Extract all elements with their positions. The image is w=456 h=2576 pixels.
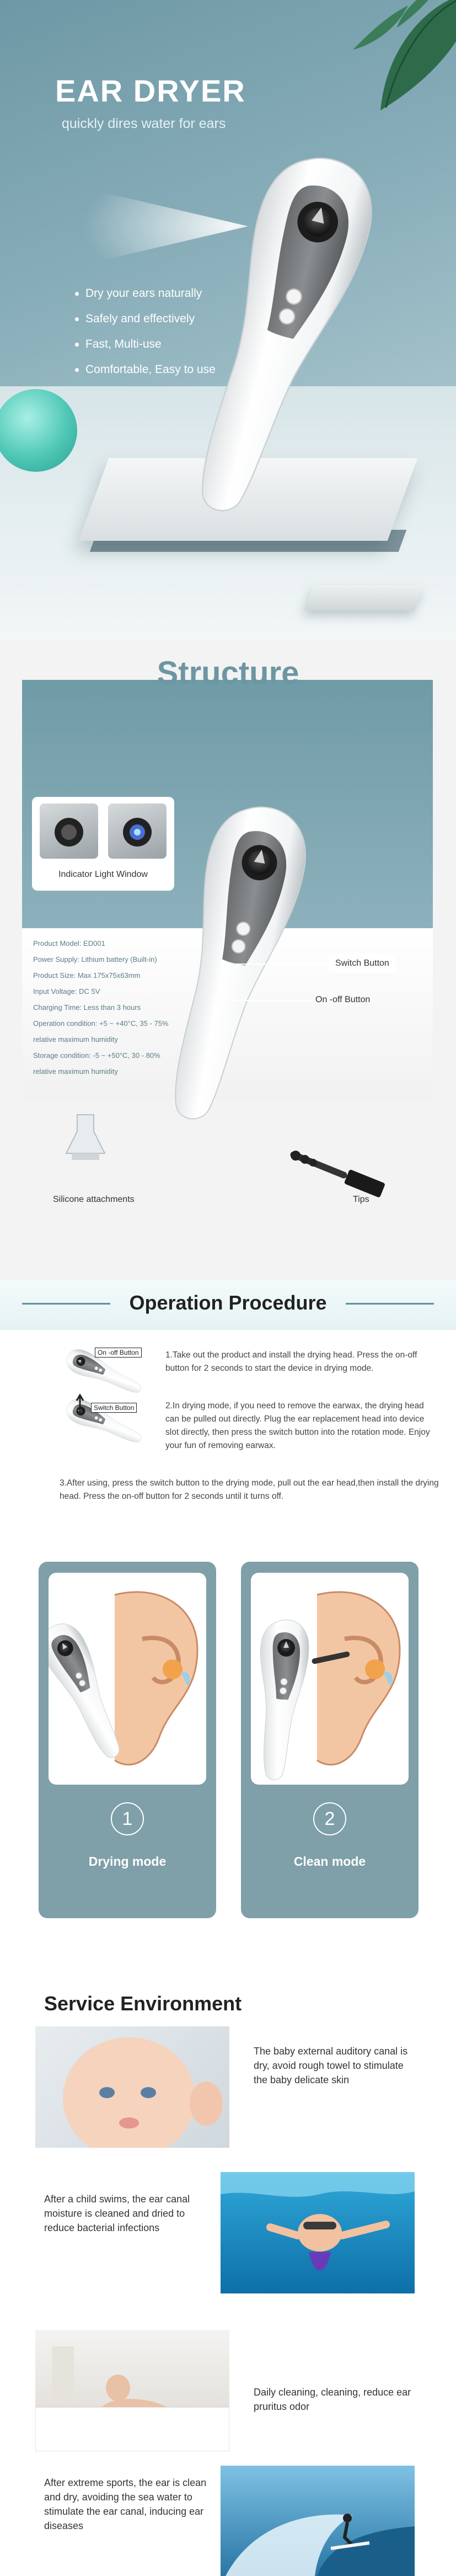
indicator-photo-off	[40, 803, 98, 859]
hero-title: EAR DRYER	[55, 73, 246, 108]
step2-text: 2.In drying mode, if you need to remove the earwax, the drying head can be pulled out directly. Plug the ear replacement head into device slot directly, then press the switch button into the rotation mode. Enjoy your fun of removing earwax.	[165, 1401, 430, 1450]
step2-device-icon	[58, 1391, 152, 1451]
bullet-icon	[75, 368, 79, 372]
feature-list	[75, 287, 216, 388]
drying-mode-card	[39, 1562, 216, 1918]
drying-mode-illustration	[49, 1573, 206, 1785]
feature-item: Safely and effectively	[75, 312, 216, 326]
ear-anatomy-icon	[49, 1573, 206, 1785]
indicator-light-label: Indicator Light Window	[58, 870, 148, 879]
swimming-child-photo	[221, 2172, 415, 2293]
spec-item: relative maximum humidity	[33, 1035, 118, 1044]
device-head-icon	[40, 803, 98, 859]
spec-item: relative maximum humidity	[33, 1067, 118, 1076]
baby-photo	[35, 2026, 229, 2148]
drying-mode-label: Drying mode	[88, 1854, 167, 1869]
silicone-attachments-label: Silicone attachments	[53, 1195, 135, 1204]
service-text-baby: The baby external auditory canal is dry, avoid rough towel to stimulate the baby delicate skin	[254, 2046, 408, 2085]
spec-item: Operation condition: +5 ~ +40°C, 35 - 75%	[33, 1019, 169, 1028]
onoff-callout-line	[232, 1000, 314, 1001]
clean-mode-label: Clean mode	[293, 1854, 366, 1869]
step2-switch-tag: Switch Button	[91, 1403, 137, 1413]
switch-button-callout: Switch Button	[329, 954, 396, 973]
feature-item: Fast, Multi-use	[75, 338, 216, 351]
spec-item: Product Model: ED001	[33, 939, 105, 948]
title-rule-right	[346, 1303, 434, 1305]
service-text-swim: After a child swims, the ear canal moisture is cleaned and dried to reduce bacterial infections	[44, 2194, 190, 2233]
mode-2-number-badge: 2	[313, 1802, 346, 1835]
feature-item: Dry your ears naturally	[75, 287, 216, 300]
step1-text: 1.Take out the product and install the drying head. Press the on-off button for 2 seconds to start the device in drying mode.	[165, 1350, 417, 1373]
spec-list	[33, 939, 169, 1083]
device-head-lit-icon	[108, 803, 167, 859]
spec-item: Product Size: Max 175x75x63mm	[33, 971, 141, 980]
clean-mode-card	[241, 1562, 419, 1918]
feature-item: Comfortable, Easy to use	[75, 363, 216, 376]
tips-label: Tips	[353, 1195, 369, 1204]
hero-section	[0, 0, 456, 640]
spec-item: Power Supply: Lithium battery (Built-in)	[33, 955, 157, 964]
surfer-icon	[221, 2466, 415, 2576]
onoff-button-callout: On -off Button	[315, 995, 371, 1004]
structure-section	[0, 640, 456, 1280]
hero-subtitle: quickly dires water for ears	[62, 116, 226, 131]
surfing-photo	[221, 2466, 415, 2576]
marble-block	[304, 585, 424, 610]
service-title: Service Environment	[44, 1992, 242, 2015]
service-text-sports: After extreme sports, the ear is clean and dry, avoiding the sea water to stimulate the ear canal, inducing ear diseases	[44, 2477, 207, 2531]
baby-face-icon	[35, 2026, 229, 2148]
spec-item: Input Voltage: DC 5V	[33, 987, 100, 996]
operation-title: Operation Procedure	[129, 1291, 327, 1314]
mode-1-number-badge: 1	[111, 1802, 144, 1835]
bath-photo	[35, 2330, 229, 2451]
spec-item: Storage condition: -5 ~ +50°C, 30 - 80%	[33, 1051, 160, 1060]
spec-item: Charging Time: Less than 3 hours	[33, 1003, 141, 1012]
operation-section	[0, 1280, 456, 1970]
ear-anatomy-icon	[251, 1573, 409, 1785]
palm-leaf-icon	[342, 0, 456, 127]
bathtub-icon	[35, 2330, 229, 2451]
ear-tip-icon	[276, 1148, 397, 1197]
service-section	[0, 1970, 456, 2576]
structure-panel	[22, 680, 433, 1099]
step1-onoff-tag: On -off Button	[95, 1348, 142, 1358]
step3-text: 3.After using, press the switch button to the drying mode, pull out the ear head,then install the drying head. Press the on-off button for 2 seconds until it turns off.	[60, 1478, 439, 1501]
service-text-daily: Daily cleaning, cleaning, reduce ear pruritus odor	[254, 2387, 411, 2412]
switch-callout-line	[232, 964, 334, 965]
clean-mode-illustration	[251, 1573, 409, 1785]
structure-title: Structure	[157, 655, 299, 691]
indicator-light-window-card	[32, 797, 174, 891]
swimmer-icon	[221, 2172, 415, 2293]
bullet-icon	[75, 343, 79, 347]
bullet-icon	[75, 292, 79, 296]
mist-spray-icon	[83, 182, 248, 270]
indicator-photo-on	[108, 803, 167, 859]
silicone-attachment-icon	[61, 1109, 110, 1164]
bullet-icon	[75, 317, 79, 321]
